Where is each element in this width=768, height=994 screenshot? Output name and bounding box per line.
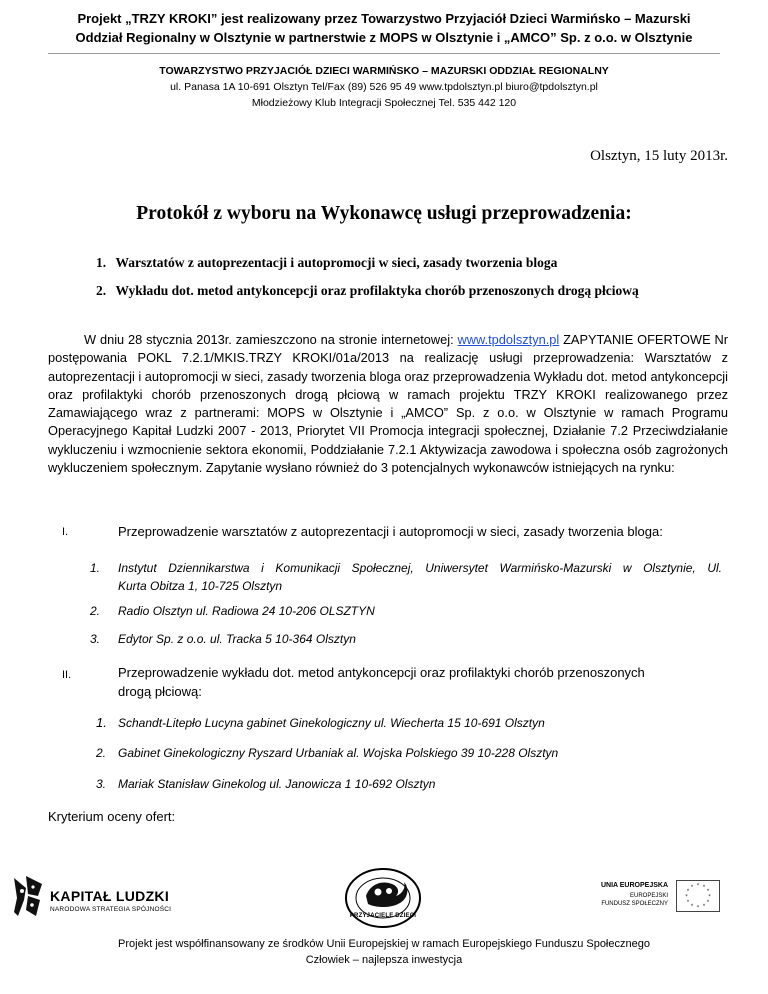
ue-logo-sub2: FUNDUSZ SPOŁECZNY	[601, 901, 668, 907]
section2-item-number: 3.	[96, 777, 107, 791]
svg-text:*: *	[690, 903, 694, 910]
section2-item-number: 1.	[96, 715, 107, 730]
document-date: Olsztyn, 15 luty 2013r.	[590, 148, 728, 164]
criteria-label: Kryterium oceny ofert:	[48, 809, 176, 824]
section1-item-text: Edytor Sp. z o.o. ul. Tracka 5 10-364 Olsztyn	[118, 632, 356, 646]
org-name: TOWARZYSTWO PRZYJACIÓŁ DZIECI WARMIŃSKO – MAZURSKI ODDZIAŁ REGIONALNY	[159, 65, 609, 77]
section2-title-line1: Przeprowadzenie wykładu dot. metod antykoncepcji oraz profilaktyki chorób przenoszonych	[118, 665, 645, 680]
svg-text:*: *	[702, 903, 706, 910]
section2-title-line2: drogą płciową:	[118, 684, 202, 699]
eu-flag-icon	[676, 880, 720, 912]
ue-logo-sub1: EUROPEJSKI	[629, 893, 668, 899]
svg-text:*: *	[686, 888, 690, 895]
kapital-ludzki-logo-icon	[12, 874, 44, 918]
intro-paragraph	[48, 331, 728, 477]
section1-item-number: 3.	[90, 632, 101, 646]
website-link[interactable]: www.tpdolsztyn.pl	[457, 332, 560, 347]
project-header-line2: Oddział Regionalny w Olsztynie w partnerstwie z MOPS w Olsztynie i „AMCO” Sp. z o.o. w Olsztynie	[75, 30, 693, 45]
header-divider	[48, 53, 720, 54]
kapital-ludzki-subtitle: NARODOWA STRATEGIA SPÓJNOŚCI	[50, 906, 172, 913]
org-address: ul. Panasa 1A 10-691 Olsztyn Tel/Fax (89) 526 95 49 www.tpdolsztyn.pl biuro@tpdolsztyn.pl	[170, 81, 598, 93]
svg-text:*: *	[685, 894, 688, 900]
section2-number: II.	[62, 669, 72, 681]
section2-item-number: 2.	[96, 746, 107, 760]
project-header-line1: Projekt „TRZY KROKI” jest realizowany przez Towarzystwo Przyjaciół Dzieci Warmińsko – Mazurski	[77, 11, 691, 26]
section2-item-text: Mariak Stanisław Ginekolog ul. Janowicza 1 10-692 Olsztyn	[118, 777, 436, 791]
section1-title: Przeprowadzenie warsztatów z autoprezentacji i autopromocji w sieci, zasady tworzenia bloga:	[118, 524, 663, 539]
section1-item-line1: Instytut Dziennikarstwa i Komunikacji Społecznej, Uniwersytet Warmińsko-Mazurski w Olsztynie, Ul.	[118, 561, 722, 575]
svg-text:*: *	[708, 894, 711, 900]
svg-text:*: *	[690, 884, 694, 891]
section1-number: I.	[62, 526, 69, 538]
list-item-number: 1.	[96, 255, 107, 270]
svg-text:*: *	[702, 884, 706, 891]
section1-item-text: Radio Olsztyn ul. Radiowa 24 10-206 OLSZTYN	[118, 604, 375, 618]
section1-item-line2: Kurta Obitza 1, 10-725 Olsztyn	[118, 579, 283, 593]
document-title: Protokół z wyboru na Wykonawcę usługi przeprowadzenia:	[136, 203, 632, 224]
paragraph-after-link: ZAPYTANIE OFERTOWE Nr postępowania POKL 7.2.1/MKIS.TRZY KROKI/01a/2013 na realizację usługi przeprowadzenia: Warsztatów z autoprezentacji i autopromocji w sieci, zasady tworzenia bloga oraz przeprowadzenia Wykładu dot. metod antykoncepcji oraz profilaktyki chorób przenoszonych drogą płciową w ramach projektu TRZY KROKI realizowanego przez Zamawiającego wraz z partnerami: MOPS w Olsztynie i „AMCO” Sp. z o.o. w Olsztynie w ramach Programu Operacyjnego Kapitał Ludzki 2007 - 2013, Priorytet VII Promocja integracji społecznej, Działanie 7.2 Przeciwdziałanie wykluczeniu i wzmocnienie sektora ekonomii, Poddziałanie 7.2.1 Aktywizacja zawodowa i społeczna osób zagrożonych wykluczeniem społecznym. Zapytanie wysłano również do 3 potencjalnych wykonawców istniejących na rynku:	[48, 332, 729, 476]
list-item	[96, 255, 557, 271]
section1-item-number: 2.	[90, 604, 101, 618]
svg-text:*: *	[686, 899, 690, 906]
svg-text:*: *	[696, 905, 700, 911]
list-item-text: Wykładu dot. metod antykoncepcji oraz profilaktyka chorób przenoszonych drogą płciową	[115, 283, 639, 298]
przyjaciele-dzieci-text: PRZYJACIELE DZIECI	[349, 913, 417, 919]
svg-text:*: *	[706, 899, 710, 906]
footer-line1: Projekt jest współfinansowany ze środków Unii Europejskiej w ramach Europejskiego Funduszu Społecznego	[118, 938, 650, 950]
paragraph-before-link: W dniu 28 stycznia 2013r. zamieszczono na stronie internetowej:	[84, 332, 458, 347]
przyjaciele-dzieci-emblem-icon	[342, 866, 424, 930]
list-item-number: 2.	[96, 283, 107, 298]
przyjaciele-dzieci-logo	[342, 866, 424, 930]
ue-logo-title: UNIA EUROPEJSKA	[600, 882, 668, 889]
svg-text:*: *	[706, 888, 710, 895]
list-item	[96, 283, 639, 299]
kapital-ludzki-title: KAPITAŁ LUDZKI	[50, 888, 170, 904]
section1-item-number: 1.	[90, 561, 101, 575]
footer-line2: Człowiek – najlepsza inwestycja	[305, 954, 463, 966]
org-club: Młodzieżowy Klub Integracji Społecznej Tel. 535 442 120	[251, 97, 517, 109]
section2-item-text: Gabinet Ginekologiczny Ryszard Urbaniak al. Wojska Polskiego 39 10-228 Olsztyn	[118, 746, 559, 760]
list-item-text: Warsztatów z autoprezentacji i autopromocji w sieci, zasady tworzenia bloga	[115, 255, 558, 270]
section2-item-text: Schandt-Litepło Lucyna gabinet Ginekologiczny ul. Wiecherta 15 10-691 Olsztyn	[118, 716, 545, 730]
svg-text:*: *	[696, 883, 700, 889]
